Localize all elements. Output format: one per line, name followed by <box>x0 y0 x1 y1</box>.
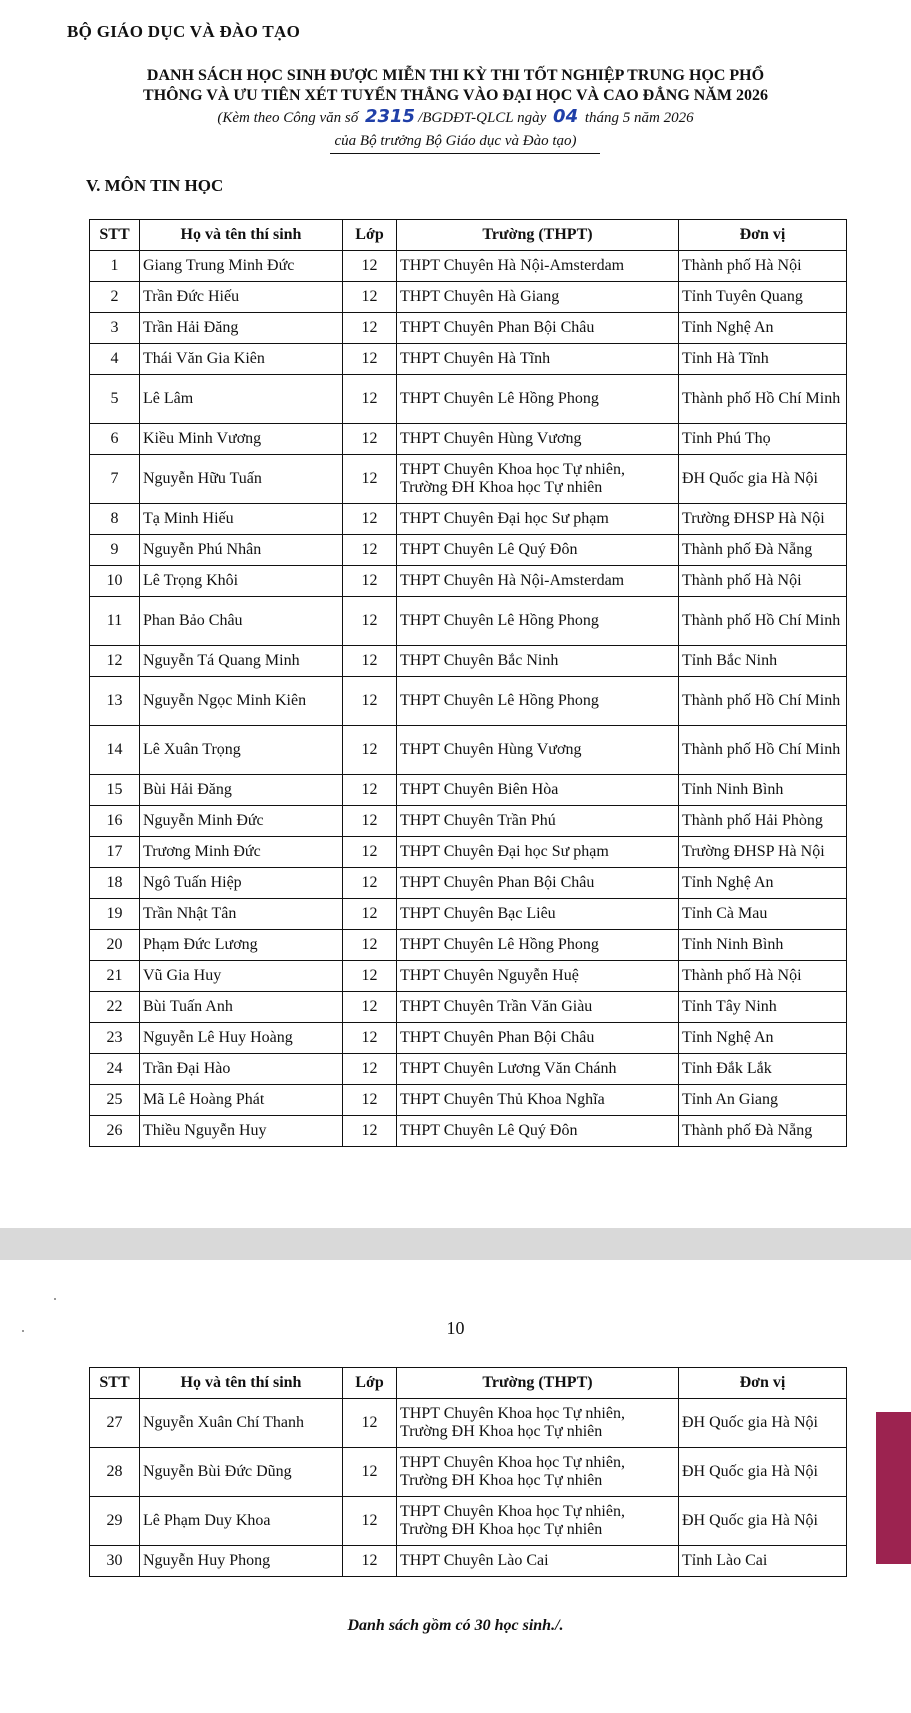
table-row <box>90 930 847 961</box>
table-row <box>90 1546 847 1577</box>
cell-stt: 20 <box>90 930 140 961</box>
student-table-page-1 <box>89 219 847 1147</box>
cell-stt: 26 <box>90 1116 140 1147</box>
cell-unit: Tỉnh Hà Tĩnh <box>679 344 847 375</box>
cell-school: THPT Chuyên Trần Văn Giàu <box>397 992 679 1023</box>
table-row <box>90 424 847 455</box>
col-header-class: Lớp <box>343 1368 397 1399</box>
student-table-page-2 <box>89 1367 847 1577</box>
cell-stt: 7 <box>90 455 140 504</box>
cell-name: Nguyễn Bùi Đức Dũng <box>140 1448 343 1497</box>
cell-school: THPT Chuyên Hà Nội-Amsterdam <box>397 251 679 282</box>
cell-unit: Tỉnh Lào Cai <box>679 1546 847 1577</box>
cell-stt: 3 <box>90 313 140 344</box>
cell-unit: ĐH Quốc gia Hà Nội <box>679 455 847 504</box>
cell-unit: Tỉnh Cà Mau <box>679 899 847 930</box>
table-row <box>90 344 847 375</box>
cell-school: THPT Chuyên Lê Hồng Phong <box>397 375 679 424</box>
cell-unit: Thành phố Hồ Chí Minh <box>679 597 847 646</box>
cell-unit: Tỉnh Tuyên Quang <box>679 282 847 313</box>
cell-school: THPT Chuyên Lào Cai <box>397 1546 679 1577</box>
cell-name: Kiều Minh Vương <box>140 424 343 455</box>
reference-line-2: của Bộ trưởng Bộ Giáo dục và Đào tạo) <box>334 133 577 149</box>
cell-class: 12 <box>343 775 397 806</box>
cell-unit: Thành phố Đà Nẵng <box>679 1116 847 1147</box>
cell-unit: Tỉnh Nghệ An <box>679 313 847 344</box>
cell-school: THPT Chuyên Hà Tĩnh <box>397 344 679 375</box>
cell-name: Phạm Đức Lương <box>140 930 343 961</box>
cell-school: THPT Chuyên Thủ Khoa Nghĩa <box>397 1085 679 1116</box>
cell-class: 12 <box>343 344 397 375</box>
cell-school: THPT Chuyên Lê Quý Đôn <box>397 535 679 566</box>
table-row <box>90 1116 847 1147</box>
cell-name: Giang Trung Minh Đức <box>140 251 343 282</box>
cell-name: Trần Nhật Tân <box>140 899 343 930</box>
cell-name: Lê Trọng Khôi <box>140 566 343 597</box>
cell-unit: Thành phố Hà Nội <box>679 251 847 282</box>
cell-name: Phan Bảo Châu <box>140 597 343 646</box>
cell-unit: ĐH Quốc gia Hà Nội <box>679 1448 847 1497</box>
reference-mid: /BGDĐT-QLCL ngày <box>418 110 547 126</box>
col-header-school: Trường (THPT) <box>397 220 679 251</box>
cell-stt: 5 <box>90 375 140 424</box>
cell-class: 12 <box>343 313 397 344</box>
cell-unit: Tỉnh Bắc Ninh <box>679 646 847 677</box>
cell-name: Nguyễn Tá Quang Minh <box>140 646 343 677</box>
cell-school: THPT Chuyên Hùng Vương <box>397 726 679 775</box>
table-row <box>90 566 847 597</box>
side-tab <box>876 1412 911 1564</box>
table-row <box>90 677 847 726</box>
cell-unit: ĐH Quốc gia Hà Nội <box>679 1399 847 1448</box>
cell-stt: 13 <box>90 677 140 726</box>
cell-stt: 6 <box>90 424 140 455</box>
table-row <box>90 899 847 930</box>
col-header-name: Họ và tên thí sinh <box>140 220 343 251</box>
cell-unit: ĐH Quốc gia Hà Nội <box>679 1497 847 1546</box>
reference-prefix: (Kèm theo Công văn số <box>217 110 359 126</box>
cell-school: THPT Chuyên Bắc Ninh <box>397 646 679 677</box>
cell-stt: 8 <box>90 504 140 535</box>
cell-unit: Thành phố Hải Phòng <box>679 806 847 837</box>
cell-name: Trương Minh Đức <box>140 837 343 868</box>
cell-class: 12 <box>343 837 397 868</box>
cell-school: THPT Chuyên Lê Quý Đôn <box>397 1116 679 1147</box>
cell-school: THPT Chuyên Phan Bội Châu <box>397 868 679 899</box>
reference-suffix: tháng 5 năm 2026 <box>584 110 694 126</box>
cell-stt: 27 <box>90 1399 140 1448</box>
cell-name: Ngô Tuấn Hiệp <box>140 868 343 899</box>
cell-unit: Thành phố Đà Nẵng <box>679 535 847 566</box>
table-row <box>90 868 847 899</box>
cell-name: Nguyễn Minh Đức <box>140 806 343 837</box>
cell-unit: Tỉnh Đắk Lắk <box>679 1054 847 1085</box>
table-row <box>90 251 847 282</box>
cell-stt: 16 <box>90 806 140 837</box>
table-row <box>90 375 847 424</box>
cell-stt: 29 <box>90 1497 140 1546</box>
cell-class: 12 <box>343 806 397 837</box>
col-header-name: Họ và tên thí sinh <box>140 1368 343 1399</box>
cell-class: 12 <box>343 504 397 535</box>
cell-class: 12 <box>343 1116 397 1147</box>
cell-unit: Trường ĐHSP Hà Nội <box>679 837 847 868</box>
cell-class: 12 <box>343 1497 397 1546</box>
table-row <box>90 1085 847 1116</box>
cell-school: THPT Chuyên Lê Hồng Phong <box>397 597 679 646</box>
cell-class: 12 <box>343 1023 397 1054</box>
table-row <box>90 726 847 775</box>
cell-stt: 2 <box>90 282 140 313</box>
cell-stt: 21 <box>90 961 140 992</box>
table-row <box>90 504 847 535</box>
cell-school: THPT Chuyên Hùng Vương <box>397 424 679 455</box>
cell-unit: Thành phố Hà Nội <box>679 566 847 597</box>
document-title-line-2: THÔNG VÀ ƯU TIÊN XÉT TUYỂN THẲNG VÀO ĐẠI HỌC VÀ CAO ĐẲNG NĂM 2026 <box>143 87 768 104</box>
cell-school: THPT Chuyên Phan Bội Châu <box>397 1023 679 1054</box>
scan-speck <box>54 1298 56 1300</box>
footer-note: Danh sách gồm có 30 học sinh./. <box>347 1617 564 1634</box>
cell-unit: Thành phố Hồ Chí Minh <box>679 677 847 726</box>
col-header-unit: Đơn vị <box>679 220 847 251</box>
cell-name: Bùi Hải Đăng <box>140 775 343 806</box>
cell-name: Trần Đại Hào <box>140 1054 343 1085</box>
cell-stt: 10 <box>90 566 140 597</box>
cell-school: THPT Chuyên Nguyễn Huệ <box>397 961 679 992</box>
cell-unit: Tỉnh Phú Thọ <box>679 424 847 455</box>
cell-class: 12 <box>343 1085 397 1116</box>
cell-class: 12 <box>343 251 397 282</box>
cell-unit: Tỉnh Tây Ninh <box>679 992 847 1023</box>
section-title: V. MÔN TIN HỌC <box>86 176 224 195</box>
cell-unit: Tỉnh Nghệ An <box>679 868 847 899</box>
cell-school: THPT Chuyên Khoa học Tự nhiên, Trường ĐH Khoa học Tự nhiên <box>397 1399 679 1448</box>
cell-stt: 19 <box>90 899 140 930</box>
cell-school: THPT Chuyên Khoa học Tự nhiên, Trường ĐH Khoa học Tự nhiên <box>397 455 679 504</box>
table-row <box>90 1497 847 1546</box>
ministry-name: BỘ GIÁO DỤC VÀ ĐÀO TẠO <box>67 22 301 41</box>
cell-class: 12 <box>343 535 397 566</box>
cell-class: 12 <box>343 1546 397 1577</box>
cell-school: THPT Chuyên Đại học Sư phạm <box>397 504 679 535</box>
table-row <box>90 1399 847 1448</box>
table-header-row <box>90 1368 847 1399</box>
table-row <box>90 535 847 566</box>
col-header-stt: STT <box>90 1368 140 1399</box>
cell-unit: Tỉnh An Giang <box>679 1085 847 1116</box>
cell-class: 12 <box>343 726 397 775</box>
cell-name: Nguyễn Ngọc Minh Kiên <box>140 677 343 726</box>
cell-class: 12 <box>343 455 397 504</box>
table-row <box>90 806 847 837</box>
table-row <box>90 961 847 992</box>
cell-unit: Thành phố Hồ Chí Minh <box>679 726 847 775</box>
table-row <box>90 992 847 1023</box>
cell-school: THPT Chuyên Lê Hồng Phong <box>397 930 679 961</box>
table-row <box>90 1448 847 1497</box>
table-row <box>90 775 847 806</box>
cell-class: 12 <box>343 868 397 899</box>
cell-unit: Trường ĐHSP Hà Nội <box>679 504 847 535</box>
cell-class: 12 <box>343 1054 397 1085</box>
reference-underline <box>330 153 600 154</box>
cell-school: THPT Chuyên Hà Nội-Amsterdam <box>397 566 679 597</box>
page-number: 10 <box>446 1318 465 1338</box>
cell-stt: 25 <box>90 1085 140 1116</box>
cell-name: Nguyễn Lê Huy Hoàng <box>140 1023 343 1054</box>
cell-unit: Tỉnh Nghệ An <box>679 1023 847 1054</box>
cell-stt: 24 <box>90 1054 140 1085</box>
cell-class: 12 <box>343 1448 397 1497</box>
cell-name: Trần Đức Hiếu <box>140 282 343 313</box>
cell-name: Nguyễn Phú Nhân <box>140 535 343 566</box>
cell-school: THPT Chuyên Khoa học Tự nhiên, Trường ĐH Khoa học Tự nhiên <box>397 1448 679 1497</box>
cell-name: Nguyễn Hữu Tuấn <box>140 455 343 504</box>
cell-name: Vũ Gia Huy <box>140 961 343 992</box>
cell-stt: 15 <box>90 775 140 806</box>
cell-class: 12 <box>343 597 397 646</box>
cell-stt: 23 <box>90 1023 140 1054</box>
cell-class: 12 <box>343 646 397 677</box>
cell-name: Thiều Nguyễn Huy <box>140 1116 343 1147</box>
cell-name: Thái Văn Gia Kiên <box>140 344 343 375</box>
cell-name: Nguyễn Xuân Chí Thanh <box>140 1399 343 1448</box>
cell-name: Mã Lê Hoàng Phát <box>140 1085 343 1116</box>
cell-unit: Thành phố Hà Nội <box>679 961 847 992</box>
cell-name: Lê Phạm Duy Khoa <box>140 1497 343 1546</box>
cell-name: Trần Hải Đăng <box>140 313 343 344</box>
cell-school: THPT Chuyên Phan Bội Châu <box>397 313 679 344</box>
table-row <box>90 646 847 677</box>
cell-stt: 1 <box>90 251 140 282</box>
col-header-unit: Đơn vị <box>679 1368 847 1399</box>
cell-school: THPT Chuyên Lương Văn Chánh <box>397 1054 679 1085</box>
cell-name: Lê Lâm <box>140 375 343 424</box>
handwritten-day: 04 <box>553 106 579 127</box>
cell-name: Tạ Minh Hiếu <box>140 504 343 535</box>
table-row <box>90 1023 847 1054</box>
cell-name: Bùi Tuấn Anh <box>140 992 343 1023</box>
cell-class: 12 <box>343 961 397 992</box>
col-header-class: Lớp <box>343 220 397 251</box>
table-row <box>90 1054 847 1085</box>
cell-stt: 30 <box>90 1546 140 1577</box>
cell-class: 12 <box>343 677 397 726</box>
cell-stt: 18 <box>90 868 140 899</box>
reference-line <box>0 107 911 128</box>
cell-school: THPT Chuyên Đại học Sư phạm <box>397 837 679 868</box>
col-header-stt: STT <box>90 220 140 251</box>
table-row <box>90 313 847 344</box>
cell-stt: 11 <box>90 597 140 646</box>
table-row <box>90 455 847 504</box>
cell-class: 12 <box>343 566 397 597</box>
table-header-row <box>90 220 847 251</box>
cell-name: Lê Xuân Trọng <box>140 726 343 775</box>
col-header-school: Trường (THPT) <box>397 1368 679 1399</box>
cell-stt: 4 <box>90 344 140 375</box>
table-row <box>90 597 847 646</box>
cell-school: THPT Chuyên Hà Giang <box>397 282 679 313</box>
cell-stt: 17 <box>90 837 140 868</box>
cell-class: 12 <box>343 375 397 424</box>
cell-school: THPT Chuyên Biên Hòa <box>397 775 679 806</box>
cell-unit: Tỉnh Ninh Bình <box>679 775 847 806</box>
cell-unit: Thành phố Hồ Chí Minh <box>679 375 847 424</box>
cell-stt: 12 <box>90 646 140 677</box>
handwritten-doc-number: 2315 <box>364 106 416 127</box>
table-row <box>90 282 847 313</box>
cell-class: 12 <box>343 282 397 313</box>
cell-class: 12 <box>343 899 397 930</box>
cell-stt: 22 <box>90 992 140 1023</box>
document-title-line-1: DANH SÁCH HỌC SINH ĐƯỢC MIỄN THI KỲ THI TỐT NGHIỆP TRUNG HỌC PHỔ <box>146 67 765 84</box>
cell-stt: 9 <box>90 535 140 566</box>
cell-unit: Tỉnh Ninh Bình <box>679 930 847 961</box>
cell-school: THPT Chuyên Khoa học Tự nhiên, Trường ĐH Khoa học Tự nhiên <box>397 1497 679 1546</box>
cell-school: THPT Chuyên Bạc Liêu <box>397 899 679 930</box>
cell-stt: 14 <box>90 726 140 775</box>
cell-class: 12 <box>343 930 397 961</box>
cell-stt: 28 <box>90 1448 140 1497</box>
cell-school: THPT Chuyên Trần Phú <box>397 806 679 837</box>
cell-school: THPT Chuyên Lê Hồng Phong <box>397 677 679 726</box>
cell-class: 12 <box>343 424 397 455</box>
table-row <box>90 837 847 868</box>
cell-name: Nguyễn Huy Phong <box>140 1546 343 1577</box>
page-gap <box>0 1228 911 1260</box>
cell-class: 12 <box>343 1399 397 1448</box>
cell-class: 12 <box>343 992 397 1023</box>
